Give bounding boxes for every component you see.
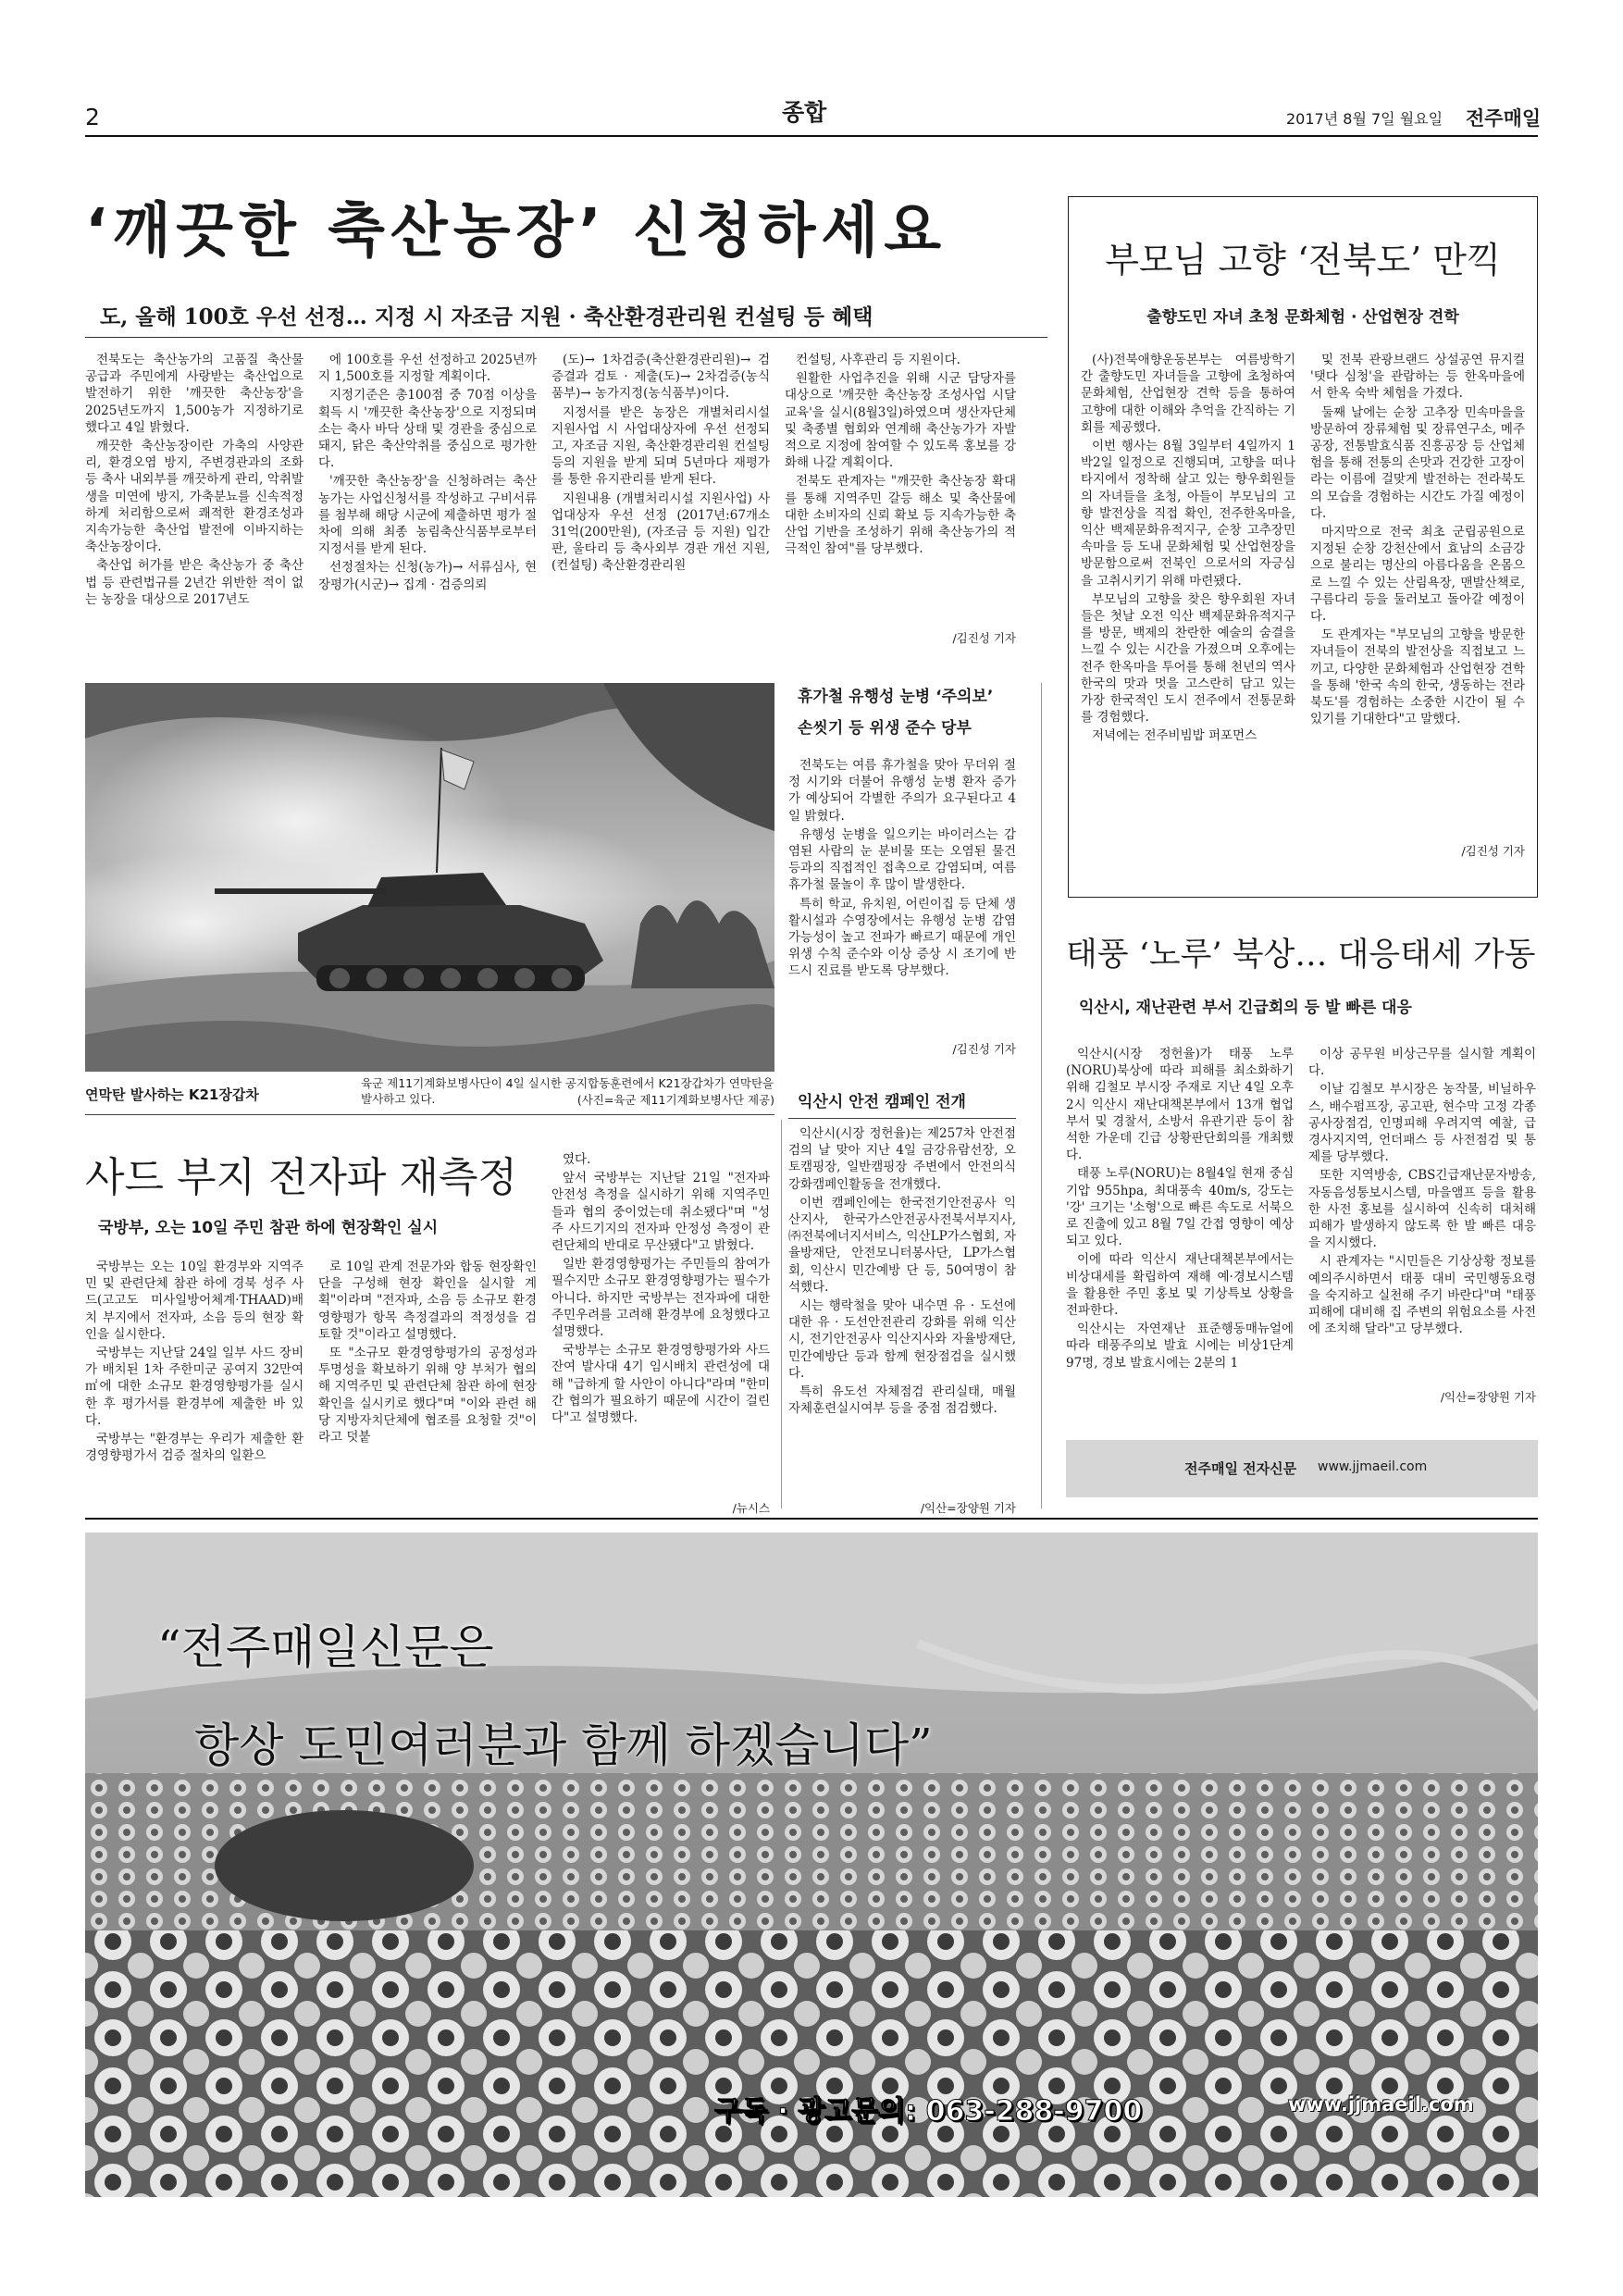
photo-caption-text: 육군 제11기계화보병사단이 4일 실시한 공지합동훈련에서 K21장갑차가 연막탄을 발사하고 있다. (361, 1076, 774, 1106)
emf-column-3: 였다. 앞서 국방부는 지난달 21일 "전자파 안전성 측정을 실시하기 위해 지역주민들과 협의 중이었는데 취소됐다"며 "성주 사드기지의 전자파 안정성 측정이 관련단체의 반대로 무산됐다"고 밝혔다. 일반 환경영향평가는 주민들의 참여가 필수지만 소규모 환경영향평가는 필수가 아니다. 하지만 국방부는 전자파에 대한 주민우려를 고려해 환경부에 요청했다고 설명했다. 국방부는 소규모 환경영향평가와 사드 잔여 발사대 4기 임시배치 관련성에 대해 "급하게 할 사안이 아니다"라며 "한미 간 협의가 필요하기 때문에 시간이 걸린다"고 설명했다. (551, 1152, 770, 1426)
ad-website-link[interactable]: www.jjmaeil.com (1288, 2093, 1474, 2116)
emf-column-2: 로 10일 관계 전문가와 합동 현장확인단을 구성해 현장 확인을 실시할 계획"이라며 "전자파, 소음 등 소규모 환경영향평가 항목 측정결과의 적정성을 검토할 것"이라고 설명했다. 또 "소규모 환경영향평가의 공정성과 투명성을 확보하기 위해 양 부처가 협의해 지역주민 및 관련단체 참관 하에 현장 확인을 실시키로 했다"며 "이와 관련 해당 지방자치단체에 협조를 요청할 것"이라고 덧붙 (318, 1260, 537, 1446)
header-rule (85, 135, 1538, 137)
typhoon-column-2: 이상 공무원 비상근무를 실시할 계획이다. 이날 김철모 부시장은 농작물, 비닐하우스, 배수펌프장, 공고판, 현수막 고정 각종 공사장점검, 인명피해 우려지역 예찰, 급경사지지역, 언더패스 등 사전점검 및 통제를 당부했다. 또한 지역방송, CBS긴급재난문자방송, 자동음성통보시스템, 마을앰프 등을 활용한 사전 홍보를 실시하여 신속히 대처해 피해가 발생하지 않도록 한 발 빠른 대응을 지시했다. 시 관계자는 "시민들은 기상상황 정보를 예의주시하면서 태풍 대비 국민행동요령을 숙지하고 실천해 주기 바란다"며 "태풍 피해에 대비해 집 주변의 위험요소를 사전에 조치해 달라"고 당부했다. (1308, 1047, 1536, 1337)
hometown-byline: /김진성 기자 (1461, 844, 1525, 858)
typhoon-column-1: 익산시(시장 정헌율)가 태풍 노루(NORU)북상에 따라 피해를 최소화하기 위해 김철모 부시장 주재로 지난 4일 오후2시 익산시 재난대책본부에서 13개 협업부서 및 경찰서, 소방서 유관기관 등이 참석한 가운데 긴급 상황판단회의를 개최했다. 태풍 노루(NORU)는 8월4일 현재 중심기압 955hpa, 최대풍속 40m/s, 강도는 '강' 크기는 '소형'으로 빠른 속도로 서북으로 진출에 있고 8월 7일 간접 영향이 예상되고 있다. 이에 따라 익산시 재난대책본부에서는 비상대세를 확립하여 재해 예·경보시스템을 활용한 주민 홍보 및 기상특보 상황을 전파한다. 익산시는 자연재난 표준행동매뉴얼에 따라 태풍주의보 발효 시에는 비상1단계 97명, 경보 발효시에는 2분의 1 (1066, 1047, 1294, 1371)
hometown-headline: 부모님 고향 ‘전북도’ 만끽 (1105, 240, 1501, 280)
column-divider (1041, 683, 1042, 1508)
hometown-subhead: 출향도민 자녀 초청 문화체험 · 산업현장 견학 (1146, 308, 1459, 327)
lead-subhead-rule (85, 337, 1047, 338)
emf-headline: 사드 부지 전자파 재측정 (85, 1154, 517, 1201)
column-divider (781, 1120, 782, 1508)
emf-column-1: 국방부는 오는 10일 환경부와 지역주민 및 관련단체 참관 하에 경북 성주 사드(고고도 미사일방어체계·THAAD)배치 부지에서 전자파, 소음 등의 현장 확인을 실시한다. 국방부는 지난달 24일 일부 사드 장비가 배치된 1차 주한미군 공여지 32만여㎡에 대한 소규모 환경영향평가를 실시한 후 평가서를 환경부에 제출한 바 있다. 국방부는 "환경부는 우리가 제출한 환경영향평가서 검증 절차의 일환으 (85, 1260, 304, 1464)
campaign-headline: 익산시 안전 캠페인 전개 (798, 1093, 966, 1111)
ad-slogan-line-2: 항상 도민여러분과 함께 하겠습니다” (194, 1719, 933, 1772)
vacation-headline: 휴가철 유행성 눈병 ‘주의보’ (798, 688, 994, 706)
ad-contact-phone: 구독 · 광고문의: 063-288-9700 (714, 2095, 1143, 2128)
eboard-strip (1066, 1440, 1538, 1497)
eboard-link[interactable]: www.jjmaeil.com (1318, 1459, 1428, 1474)
emf-subhead: 국방부, 오는 10일 주민 참관 하에 현장확인 실시 (98, 1219, 439, 1237)
typhoon-byline: /익산=장양원 기자 (1440, 1390, 1536, 1404)
paper-name: 전주매일 (1466, 107, 1542, 130)
typhoon-headline: 태풍 ‘노루’ 북상… 대응태세 가동 (1066, 937, 1536, 974)
emf-byline: /뉴시스 (732, 1501, 770, 1515)
photo-caption-title: 연막탄 발사하는 K21장갑차 (85, 1086, 259, 1103)
eboard-label: 전주매일 전자신문 (1184, 1460, 1297, 1477)
section-name: 종합 (782, 99, 827, 126)
photo-caption-rule (85, 1114, 774, 1115)
ad-top-rule (85, 1518, 1538, 1520)
campaign-rule (788, 1118, 1016, 1119)
lead-subhead: 도, 올해 100호 우선 선정… 지정 시 자조금 지원 · 축산환경관리원 컨설팅 등 혜택 (100, 304, 873, 329)
lead-byline: /김진성 기자 (952, 631, 1016, 645)
lead-column-1: 전북도는 축산농가의 고품질 축산물 공급과 주민에게 사랑받는 축산업으로 발전하기 위한 '깨끗한 축산농장'을 2025년도까지 1,500농가 지정하기로 했다고 4일 밝혔다. 깨끗한 축산농장이란 가축의 사양관리, 환경오염 방지, 주변경관과의 조화 등 축사 내외부를 깨끗하게 관리, 악취발생을 미연에 방지, 가축분뇨를 신속적정하게 처리함으로써 쾌적한 환경조성과 지속가능한 축산업 발전에 이바지하는 축산농장이다. 축산업 허가를 받은 축산농가 중 축산법 등 관련법규를 2년간 위반한 적이 없는 농장을 대상으로 2017년도 (85, 353, 304, 607)
k21-tank-photo (85, 683, 774, 1072)
ad-slogan-line-1: “전주매일신문은 (157, 1620, 494, 1674)
lead-column-3: (도)→ 1차검증(축산환경관리원)→ 검증결과 검토 · 제출(도)→ 2차검증(농식품부)→ 농가지정(농식품부)이다. 지정서를 받은 농장은 개별처리시설 지원사업 시 사업대상자에 우선 선정되고, 자조금 지원, 축산환경관리원 컨설팅 등의 지원을 받게 되며 5년마다 재평가를 통한 유지관리를 받게 된다. 지원내용 (개별처리시설 지원사업) 사업대상자 우선 선정 (2017년:67개소 31억(200만원), (자조금 등 지원) 입간판, 울타리 등 축사외부 경관 개선 지원, (컨설팅) 축산환경관리원 (551, 353, 770, 574)
vacation-subhead: 손씻기 등 위생 준수 당부 (798, 719, 972, 738)
photo-caption-credit: (사진=육군 제11기계화보병사단 제공) (576, 1093, 774, 1107)
hometown-column-1: (사)전북애향운동본부는 여름방학기간 출향도민 자녀들을 고향에 초청하여 문화체험, 산업현장 견학 등을 통하여 고향에 대한 이해와 추억을 간직하는 기회를 제공했다. 이번 행사는 8월 3일부터 4일까지 1박2일 일정으로 진행되며, 고향을 떠나 타지에서 정착해 살고 있는 향우회원들의 자녀들을 초청, 아들이 부모님의 고향 발전상을 직접 확인, 전주한옥마을, 익산 백제문화유적지구, 순창 고추장민속마을 등 도내 문화체험 및 산업현장을 방문함으로써 전북인 으로서의 자긍심을 고취시키기 위해 마련됐다. 부모님의 고향을 찾은 향우회원 자녀들은 첫날 오전 익산 백제문화유적지구를 방문, 백제의 찬란한 예술의 숨결을 느낄 수 있는 시간을 가졌으며 오후에는 전주 한옥마을 투어를 통해 천년의 역사 한국의 맛과 멋을 고스란히 담고 있는 가장 한국적인 도시 전주에서 전통문화를 경험했다. 저녁에는 전주비빔밥 퍼포먼스 (1081, 353, 1295, 744)
campaign-body: 익산시(시장 정헌율)는 제257차 안전점검의 날 맞아 지난 4일 금강유람선장, 오토캠핑장, 일반캠핑장 주변에서 안전의식 강화캠페인활동을 전개했다. 이번 캠페인에는 한국전기안전공사 익산지사, 한국가스안전공사전북서부지사, ㈜전북에너지서비스, 익산LP가스협회, 자율방재단, 안전모니터봉사단, LP가스협회, 익산시 민간예방 단 등, 50여명이 참석했다. 시는 행락철을 맞아 내수면 유 · 도선에 대한 유 · 도선안전관리 강화를 위해 익산시, 전기안전공사 익산지사와 자율방재단, 민간예방단 등과 함께 현장점검을 실시했다. 특히 유도선 자체점검 관리실태, 매월 자체훈련실시여부 등을 중점 점검했다. (788, 1126, 1016, 1417)
hometown-column-2: 및 전북 관광브랜드 상설공연 뮤지컬 '탯다 심청'을 관람하는 등 한옥마을에서 한옥 숙박 체험을 가졌다. 둘째 날에는 순창 고추장 민속마을을 방문하여 장류체험 및 장류연구소, 메주공장, 전통발효식품 진흥공장 등 산업체험을 통해 전통의 손맛과 건강한 고장이라는 이름에 걸맞게 발전하는 전라북도의 모습을 경험하는 시간도 가질 예정이다. 마지막으로 전국 최초 군립공원으로 지정된 순창 강천산에서 효남의 소금강으로 불리는 명산의 아름다움을 온몸으로 느낄 수 있는 산림욕장, 맨발산책로, 구름다리 등을 둘러보고 돌아갈 예정이다. 도 관계자는 "부모님의 고향을 방문한 자녀들이 전북의 발전상을 직접보고 느끼고, 다양한 문화체험과 산업현장 견학을 통해 '한국 속의 한국, 생동하는 전라북도'를 경험하는 소중한 시간이 될 수 있기를 기대한다"고 말했다. (1310, 353, 1525, 727)
lead-headline: ‘깨끗한 축산농장’ 신청하세요 (85, 197, 948, 266)
campaign-byline: /익산=장양원 기자 (920, 1501, 1016, 1515)
typhoon-subhead: 익산시, 재난관련 부서 긴급회의 등 발 빠른 대응 (1079, 999, 1412, 1017)
lead-column-4: 컨설팅, 사후관리 등 지원이다. 원활한 사업추진을 위해 시군 담당자를 대상으로 '깨끗한 축산농장 조성사업 시달교육'을 실시(8월3일)하였으며 생산자단체 및 축종별 협회와 연계해 축산농가가 자발적으로 지정에 참여할 수 있도록 홍보를 강화해 나갈 계획이다. 전북도 관계자는 "깨끗한 축산농장 확대를 통해 지역주민 갈등 해소 및 축산물에 대한 소비자의 신뢰 확보 등 지속가능한 축산업 기반을 조성하기 위해 축산농가의 적극적인 참여"를 당부했다. (785, 353, 1016, 557)
lead-column-2: 에 100호를 우선 선정하고 2025년까지 1,500호를 지정할 계획이다. 지정기준은 총100점 중 70점 이상을 획득 시 '깨끗한 축산농장'으로 지정되며 소는 축사 바닥 상태 및 경관을 중심으로 돼지, 닭은 축산악취를 중심으로 평가한다. '깨끗한 축산농장'을 신청하려는 축산농가는 사업신청서를 작성하고 구비서류를 첨부해 해당 시군에 제출하면 평가 절차에 의해 최종 농림축산식품부로부터 지정서를 받게 된다. 선정절차는 신청(농가)→ 서류심사, 현장평가(시군)→ 집계 · 검증의뢰 (318, 353, 537, 592)
issue-date: 2017년 8월 7일 월요일 (1286, 110, 1443, 128)
page-number: 2 (85, 104, 100, 130)
vacation-byline: /김진성 기자 (952, 1042, 1016, 1056)
vacation-body: 전북도는 여름 휴가철을 맞아 무더위 절정 시기와 더불어 유행성 눈병 환자 증가가 예상되어 각별한 주의가 요구된다고 4일 밝혔다. 유행성 눈병을 일으키는 바이러스는 감염된 사람의 눈 분비물 또는 오염된 물건 등과의 직접적인 접촉으로 감염되며, 여름 휴가철 물놀이 후 많이 발생한다. 특히 학교, 유치원, 어린이집 등 단체 생활시설과 수영장에서는 유행성 눈병 감염 가능성이 높고 전파가 빠르기 때문에 개인위생 수칙 준수와 이상 증상 시 조기에 반드시 진료를 받도록 당부했다. (788, 758, 1016, 979)
